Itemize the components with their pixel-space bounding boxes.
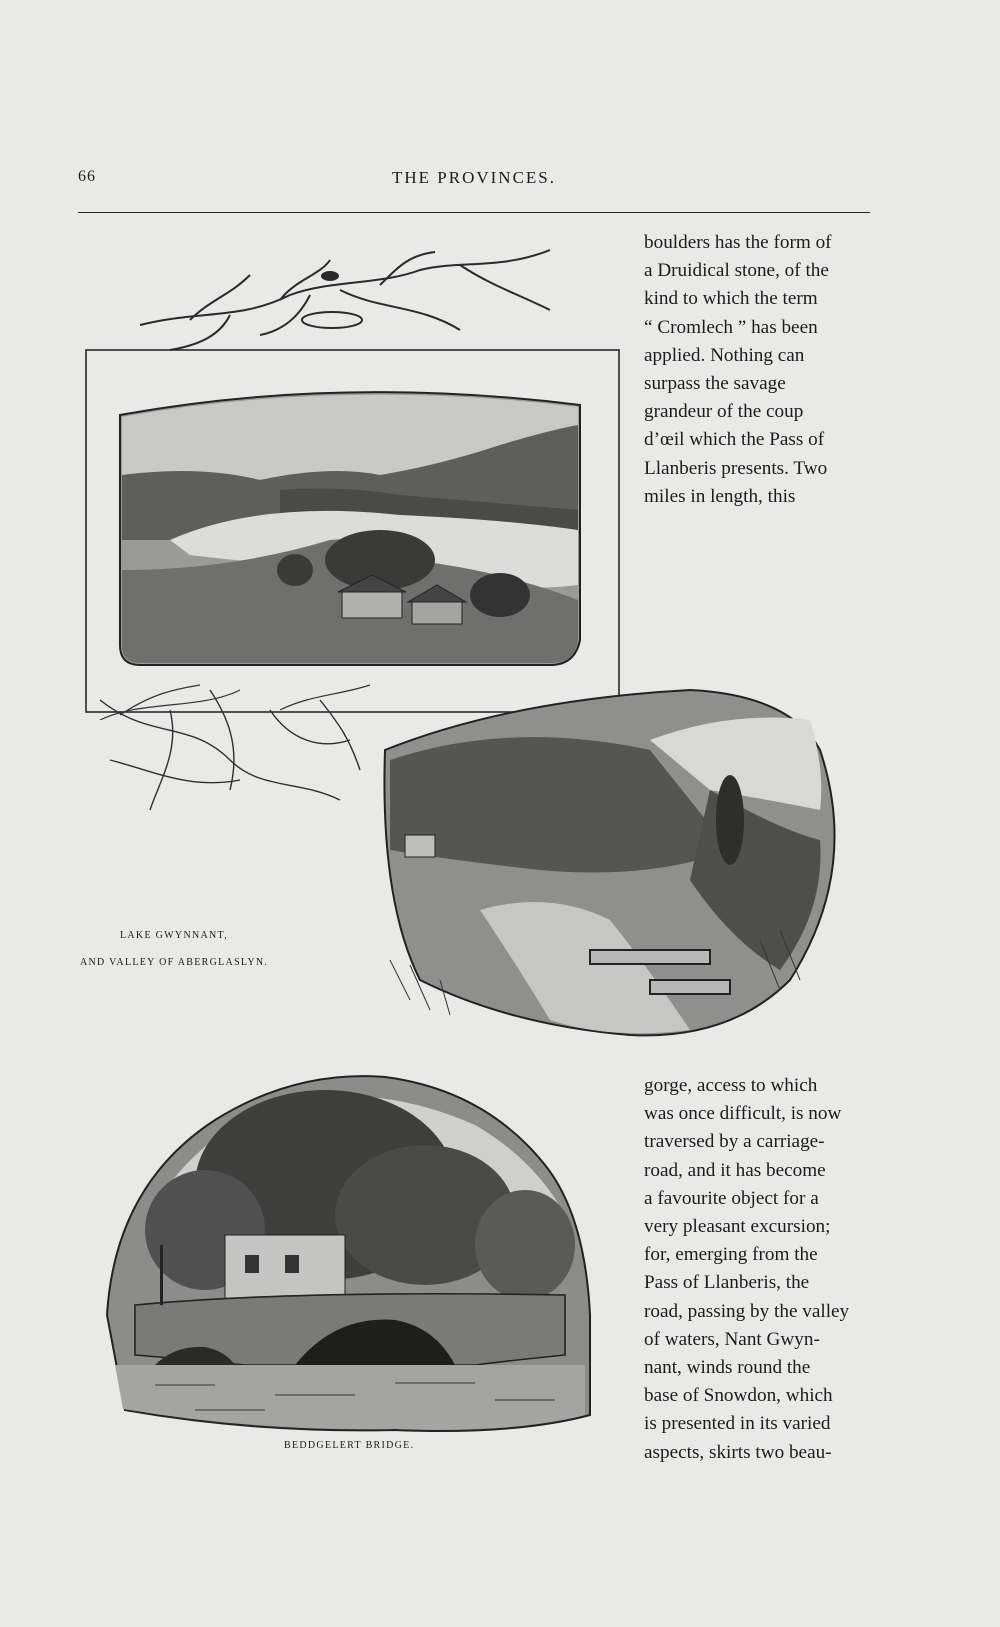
text-line: for, emerging from the	[644, 1244, 818, 1266]
text-line: miles in length, this	[644, 485, 796, 507]
text-line: nant, winds round the	[644, 1357, 811, 1379]
text-line: “ Cromlech ” has been	[644, 316, 818, 338]
running-head	[78, 168, 878, 194]
caption-aberglaslyn: AND VALLEY OF ABERGLASLYN.	[80, 957, 269, 968]
lake-gwynnant-illustration	[80, 240, 625, 720]
header-rule	[78, 212, 870, 213]
running-title: THE PROVINCES.	[392, 168, 557, 187]
text-column-top	[644, 229, 872, 511]
text-line: d’œil which the Pass of	[644, 429, 825, 451]
aberglaslyn-illustration	[90, 680, 870, 1070]
text-line: Llanberis presents. Two	[644, 457, 828, 479]
text-line: a Druidical stone, of the	[644, 260, 829, 282]
text-line: aspects, skirts two beau-	[644, 1441, 832, 1463]
text-line: very pleasant excursion;	[644, 1216, 831, 1238]
text-line: boulders has the form of	[644, 232, 832, 253]
text-line: applied. Nothing can	[644, 344, 805, 366]
text-line: kind to which the term	[644, 288, 818, 310]
caption-lake-gwynnant: LAKE GWYNNANT,	[120, 930, 228, 941]
text-line: a favourite object for a	[644, 1187, 819, 1209]
text-line: surpass the savage	[644, 373, 786, 395]
text-line: of waters, Nant Gwyn-	[644, 1328, 820, 1350]
beddgelert-bridge-illustration	[95, 1065, 605, 1440]
text-line: base of Snowdon, which	[644, 1385, 833, 1407]
text-line: gorge, access to which	[644, 1075, 818, 1096]
text-line: grandeur of the coup	[644, 401, 804, 423]
text-line: road, passing by the valley	[644, 1300, 850, 1322]
text-line: road, and it has become	[644, 1159, 826, 1181]
page-number: 66	[78, 168, 96, 185]
text-line: Pass of Llanberis, the	[644, 1272, 810, 1294]
caption-beddgelert-bridge: BEDDGELERT BRIDGE.	[284, 1440, 415, 1451]
text-line: was once difficult, is now	[644, 1103, 842, 1125]
text-column-bottom	[644, 1072, 872, 1467]
text-line: traversed by a carriage-	[644, 1131, 825, 1153]
text-line: is presented in its varied	[644, 1413, 831, 1435]
